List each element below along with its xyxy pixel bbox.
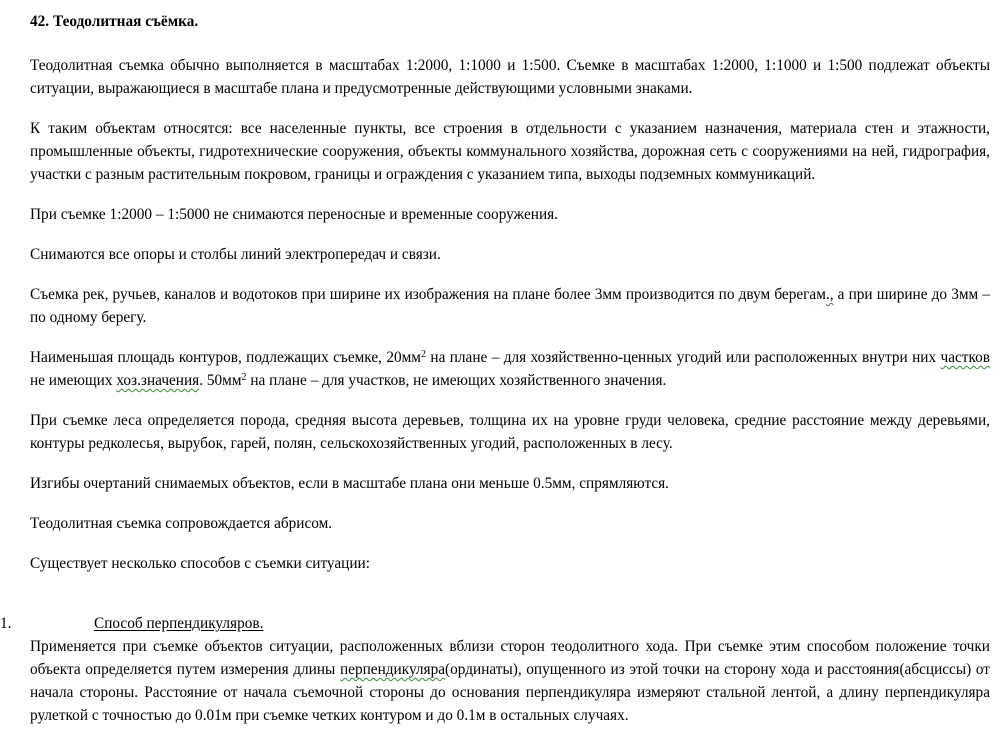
list-number: 1. [0, 615, 12, 632]
document-page [30, 10, 990, 575]
paragraph-scales: Теодолитная съемка обычно выполняется в масштабах 1:2000, 1:1000 и 1:500. Съемке в масштабах 1:2000, 1:1000 и 1:500 подлежат объекты ситуации, выражающиеся в масштабе плана и предусмотренные действующими условными знаками. [30, 57, 990, 97]
spellcheck-word-chastkov: частков [940, 349, 991, 366]
list-body-text-1: Применяется при съемке объектов ситуации, расположенных вблизи сторон теодолитного хода. При съемке этим способом положение точки объекта определяется путем измерения длины [30, 638, 990, 678]
paragraph-forest: При съемке леса определяется порода, средняя высота деревьев, толщина их на уровне груди человека, средние расстояние между деревьями, контуры редколесья, вырубок, гарей, полян, сельскохозяйственных угодий, расположенных в лесу. [30, 412, 990, 452]
min-area-text-3: не имеющих [30, 372, 117, 389]
paragraph-not-surveyed: При съемке 1:2000 – 1:5000 не снимаются переносные и временные сооружения. [30, 206, 558, 223]
min-area-text-2: на плане – для хозяйственно-ценных угодий или расположенных внутри них [426, 349, 941, 366]
list-item-header [0, 612, 990, 635]
rivers-text-after: а при ширине до 3мм – по одному берегу. [30, 286, 990, 326]
spellcheck-word-perpendicular: перпендикуляра [339, 661, 446, 678]
paragraph-methods-intro: Существует несколько способов с съемки ситуации: [30, 555, 370, 572]
superscript-2: 2 [421, 349, 426, 360]
method-list-item [0, 612, 990, 727]
paragraph-objects: К таким объектам относятся: все населенные пункты, все строения в отдельности с указанием назначения, материала стен и этажности, промышленные объекты, гидротехнические сооружения, объекты коммунального хозяйства, дорожная сеть с сооружениями на ней, гидрография, участки с разным растительным покровом, границы и ограждения с указанием типа, выходы подземных коммуникаций. [30, 120, 990, 183]
spellcheck-mark: ., [825, 286, 834, 303]
list-item-body [30, 635, 990, 727]
paragraph-min-area [30, 346, 990, 392]
paragraph-rivers [30, 283, 990, 329]
paragraph-abris: Теодолитная съемка сопровождается абрисом. [30, 515, 333, 532]
min-area-text-5: на плане – для участков, не имеющих хозяйственного значения. [246, 372, 667, 389]
list-body-text-2: (ординаты), опущенного из этой точки на сторону хода и расстояния(абсциссы) от начала стороны. Расстояние от начала съемочной стороны до основания перпендикуляра измеряют стальной лентой, а длину перпендикуляра рулеткой с точностью до 0.01м при съемке четких контуром и до 0.1м в остальных случаях. [30, 661, 990, 724]
superscript-2-second: 2 [241, 372, 247, 383]
list-title: Способ перпендикуляров. [94, 615, 264, 632]
rivers-text-before: Съемка рек, ручьев, каналов и водотоков при ширине их изображения на плане более 3мм производится по двум берегам [30, 286, 826, 303]
spellcheck-word-hoz: хоз.значения [116, 372, 200, 389]
section-heading: 42. Теодолитная съёмка. [30, 13, 199, 30]
min-area-text-1: Наименьшая площадь контуров, подлежащих съемке, 20мм [30, 349, 421, 366]
paragraph-bends: Изгибы очертаний снимаемых объектов, если в масштабе плана они меньше 0.5мм, спрямляются. [30, 475, 669, 492]
min-area-text-4: . 50мм [199, 372, 242, 389]
paragraph-power-lines: Снимаются все опоры и столбы линий электропередач и связи. [30, 246, 441, 263]
